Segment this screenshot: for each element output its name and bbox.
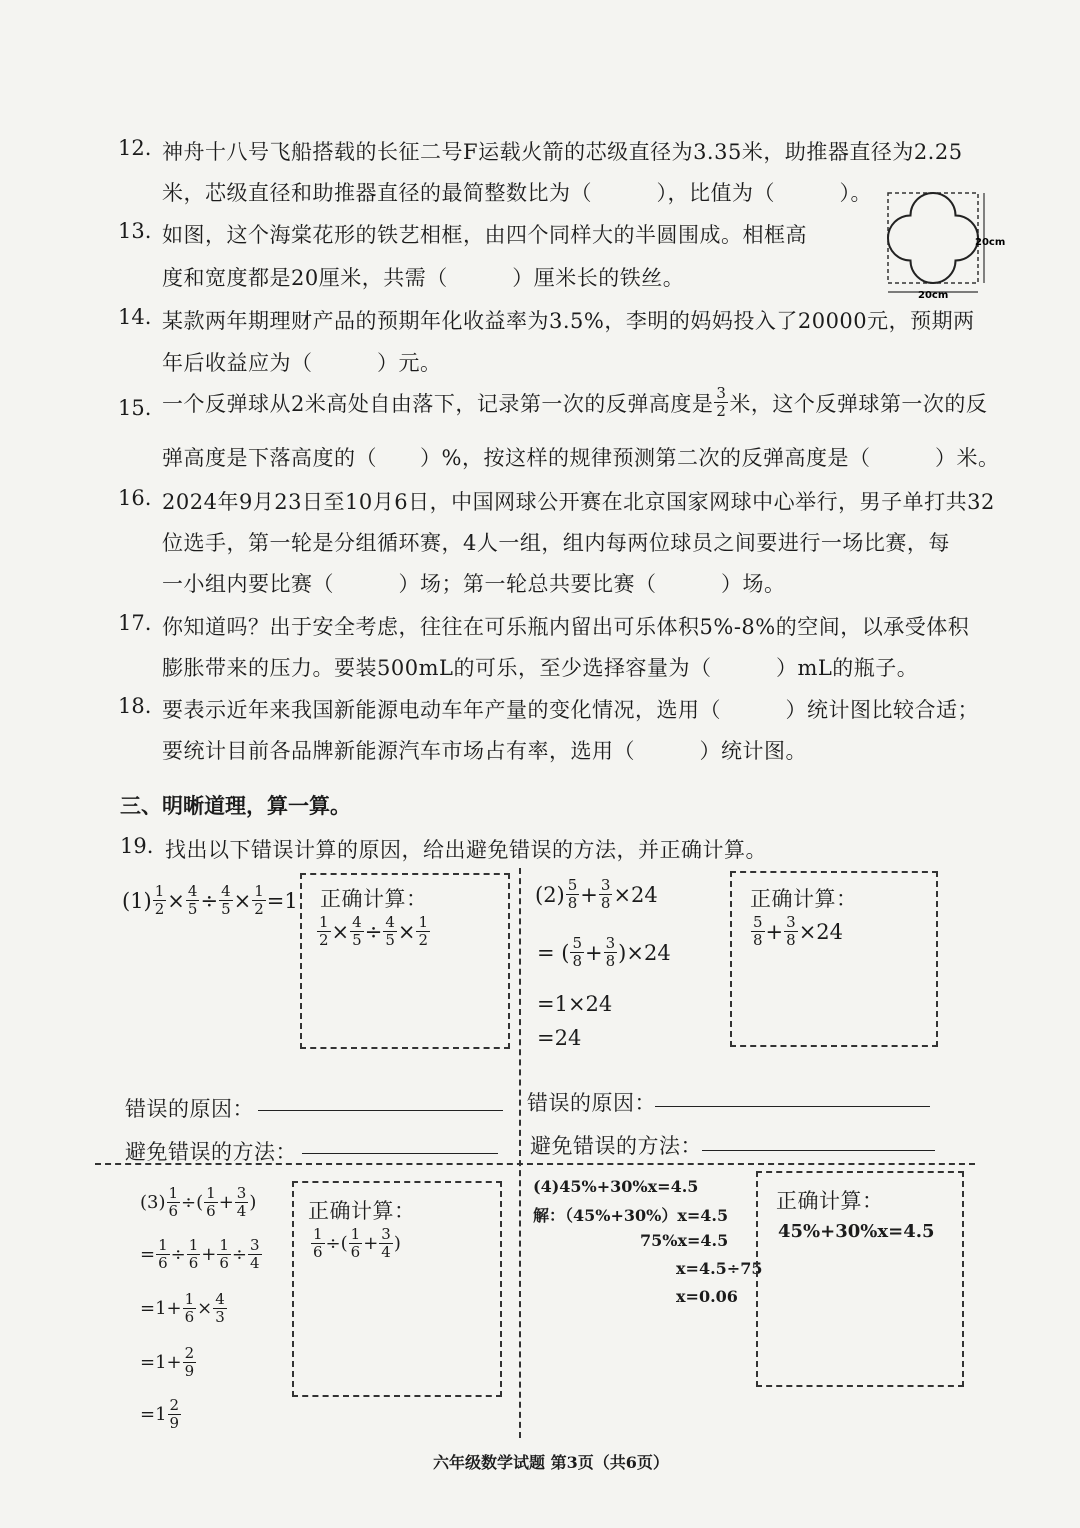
- p1-frac-c: $\frac{4}{5}$: [221, 882, 231, 918]
- p4-correct-label: 正确计算：: [776, 1189, 884, 1213]
- q15-number: 15.: [118, 396, 152, 420]
- p1-op-2: ÷: [200, 888, 219, 913]
- q17-number: 17.: [118, 611, 152, 635]
- p2-line2: = ( $\frac{5}{8}$ + $\frac{3}{8}$ )×24: [537, 934, 671, 970]
- p2-correct-box: [730, 871, 938, 1047]
- q15-line2: 弹高度是下落高度的（ ）%，按这样的规律预测第二次的反弹高度是（ ）米。: [162, 446, 1000, 470]
- p1-frac-a: $\frac{1}{2}$: [154, 882, 165, 918]
- q15-frac-num: 3: [716, 384, 727, 402]
- p1-error-reason-label: 错误的原因：: [125, 1097, 254, 1121]
- p4-correct-box: [756, 1171, 964, 1387]
- p3-line1: (3) $\frac{1}{6}$ ÷( $\frac{1}{6}$ + $\frac{3}{4}$ ): [140, 1184, 257, 1220]
- p3-correct-box: [292, 1181, 502, 1397]
- q14-number: 14.: [118, 305, 152, 329]
- q12-line1: 神舟十八号飞船搭载的长征二号F运载火箭的芯级直径为3.35米，助推器直径为2.25: [162, 140, 963, 164]
- q15-line1-b: 米，这个反弹球第一次的反: [729, 391, 988, 416]
- q12-number: 12.: [118, 136, 152, 160]
- q17-line2: 膨胀带来的压力。要装500mL的可乐，至少选择容量为（ ）mL的瓶子。: [162, 656, 919, 680]
- p2-correct-label: 正确计算：: [750, 887, 858, 911]
- p1-op-1: ×: [167, 888, 185, 913]
- p3-line4: =1+ $\frac{2}{9}$: [140, 1344, 195, 1380]
- q15-line1: [162, 386, 987, 419]
- p2-line3: =1×24: [537, 992, 613, 1016]
- p2-line1: (2) $\frac{5}{8}$ + $\frac{3}{8}$ ×24: [535, 876, 658, 912]
- q15-frac-den: 2: [716, 402, 727, 420]
- q14-line2: 年后收益应为（ ）元。: [162, 351, 442, 375]
- p1-box-expression: $\frac{1}{2}$ × $\frac{4}{5}$ ÷ $\frac{4}{5}$ × $\frac{1}{2}$: [319, 913, 429, 949]
- p2-avoid-method-line[interactable]: [702, 1150, 935, 1151]
- q16-line1: 2024年9月23日至10月6日，中国网球公开赛在北京国家网球中心举行，男子单打共32: [162, 490, 995, 514]
- p1-avoid-method-label: 避免错误的方法：: [125, 1140, 297, 1164]
- p4-line5: x=0.06: [676, 1287, 738, 1306]
- p1-frac-b: $\frac{4}{5}$: [187, 882, 198, 918]
- p3-line5: =1 $\frac{2}{9}$: [140, 1396, 180, 1432]
- p4-line1: (4)45%+30%x=4.5: [533, 1177, 699, 1196]
- section3-title: 三、明晰道理，算一算。: [120, 793, 351, 818]
- p1-result: =1: [266, 888, 298, 913]
- p4-line4: x=4.5÷75: [676, 1259, 763, 1278]
- q14-line1: 某款两年期理财产品的预期年化收益率为3.5%，李明的妈妈投入了20000元，预期两: [162, 309, 975, 333]
- q16-line2: 位选手，第一轮是分组循环赛，4人一组，组内每两位球员之间要进行一场比赛，每: [162, 531, 950, 555]
- p3-correct-label: 正确计算：: [308, 1199, 416, 1223]
- p3-line3: =1+ $\frac{1}{6}$ × $\frac{4}{3}$: [140, 1290, 225, 1326]
- p1-error-reason-line[interactable]: [258, 1110, 503, 1111]
- q19-text: 找出以下错误计算的原因，给出避免错误的方法，并正确计算。: [165, 838, 767, 862]
- q15-fraction: [714, 386, 728, 419]
- q18-number: 18.: [118, 694, 152, 718]
- p2-error-reason-line[interactable]: [655, 1106, 930, 1107]
- p1-prefix: (1): [122, 888, 152, 913]
- q15-line1-a: 一个反弹球从2米高处自由落下，记录第一次的反弹高度是: [162, 391, 714, 416]
- figure-width-label: 20cm: [918, 290, 949, 301]
- q13-line1: 如图，这个海棠花形的铁艺相框，由四个同样大的半圆围成。相框高: [162, 223, 807, 247]
- p1-frac-d: $\frac{1}{2}$: [254, 882, 264, 918]
- q19-number: 19.: [120, 834, 154, 858]
- p4-line2: 解：（45%+30%）x=4.5: [533, 1206, 729, 1225]
- p3-box-expression: $\frac{1}{6}$ ÷( $\frac{1}{6}$ + $\frac{3}{4}$ ): [313, 1225, 401, 1261]
- q17-line1: 你知道吗？出于安全考虑，往往在可乐瓶内留出可乐体积5%-8%的空间，以承受体积: [162, 615, 970, 639]
- p1-correct-box: [300, 873, 510, 1049]
- q13-number: 13.: [118, 219, 152, 243]
- figure-height-label: 20cm: [975, 237, 1006, 248]
- page-footer: 六年级数学试题 第3页（共6页）: [433, 1453, 669, 1472]
- p1-op-3: ×: [233, 888, 252, 913]
- q18-line1: 要表示近年来我国新能源电动车年产量的变化情况，选用（ ）统计图比较合适；: [162, 698, 979, 722]
- p4-line3: 75%x=4.5: [640, 1231, 729, 1250]
- q13-line2: 度和宽度都是20厘米，共需（ ）厘米长的铁丝。: [162, 266, 685, 290]
- p2-error-reason-label: 错误的原因：: [527, 1091, 656, 1115]
- q18-line2: 要统计目前各品牌新能源汽车市场占有率，选用（ ）统计图。: [162, 739, 807, 763]
- crabapple-frame-figure: [880, 188, 1010, 303]
- p2-line4: =24: [537, 1026, 582, 1050]
- p1-expression: [122, 884, 298, 917]
- q12-line2: 米，芯级直径和助推器直径的最简整数比为（ ），比值为（ ）。: [162, 181, 872, 205]
- p3-line2: = $\frac{1}{6}$ ÷ $\frac{1}{6}$ + $\frac{1}{6}$ ÷ $\frac{3}{4}$: [140, 1236, 260, 1272]
- q16-number: 16.: [118, 486, 152, 510]
- vertical-divider: [519, 868, 521, 1438]
- p2-avoid-method-label: 避免错误的方法：: [530, 1134, 702, 1158]
- p1-correct-label: 正确计算：: [320, 887, 428, 911]
- p4-box-expression: 45%+30%x=4.5: [778, 1221, 935, 1242]
- p2-box-expression: $\frac{5}{8}$ + $\frac{3}{8}$ ×24: [753, 913, 844, 949]
- q16-line3: 一小组内要比赛（ ）场；第一轮总共要比赛（ ）场。: [162, 572, 786, 596]
- p1-avoid-method-line[interactable]: [302, 1153, 498, 1154]
